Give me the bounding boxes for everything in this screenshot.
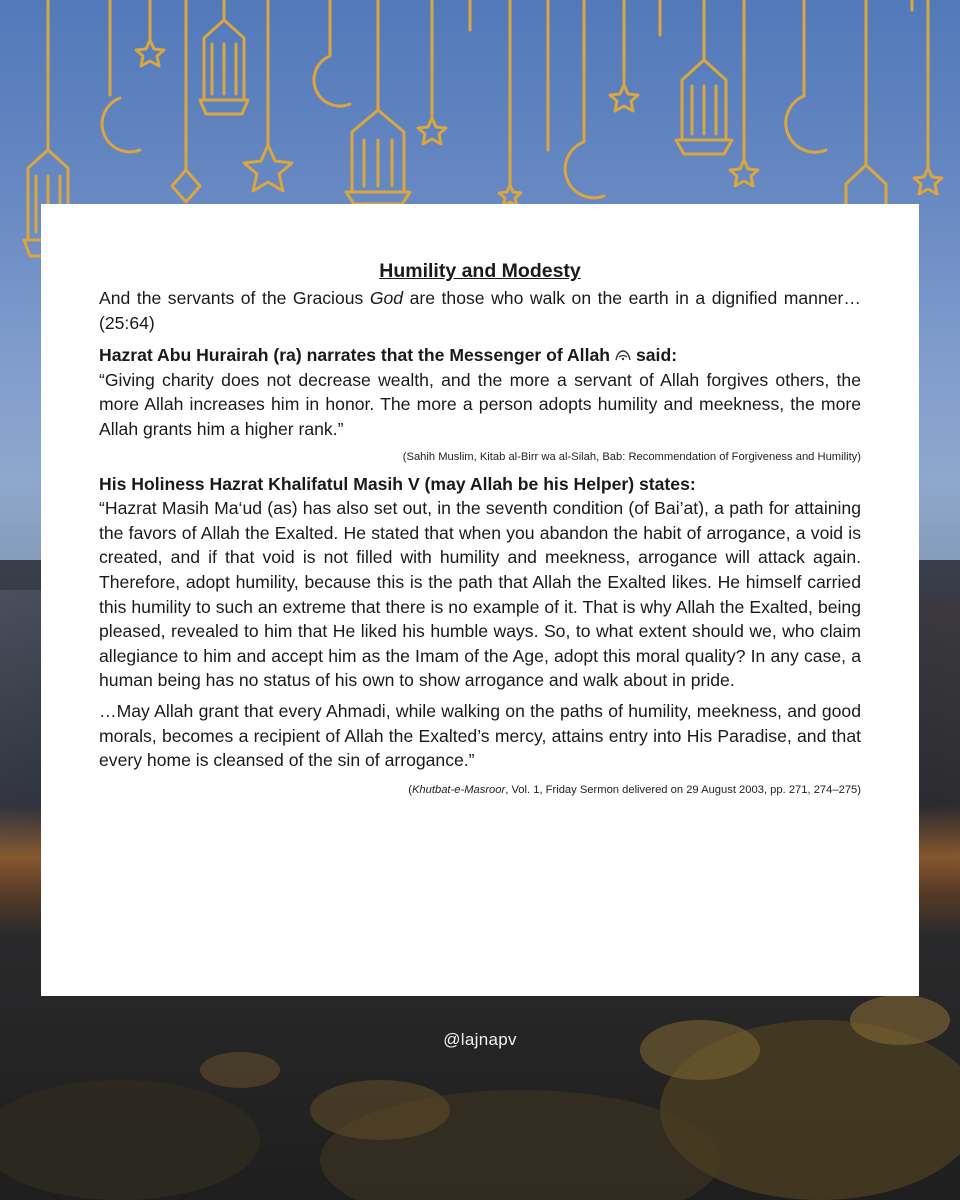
lantern-icon (676, 60, 732, 154)
crescent-moon-icon (314, 56, 350, 106)
lantern-icon (346, 110, 410, 204)
pbuh-calligraphy-icon (614, 348, 632, 362)
background-foliage (0, 960, 960, 1200)
verse-emphasis: God (369, 288, 404, 308)
sermon-ref-details: , Vol. 1, Friday Sermon delivered on 29 August 2003, pp. 271, 274–275) (505, 783, 861, 796)
crescent-moon-icon (786, 96, 826, 152)
khalifa-heading: His Holiness Hazrat Khalifatul Masih V (may Allah be his Helper) states: (99, 473, 696, 494)
verse-text-end: are those who walk on the earth in a dignified manner… (25:64) (99, 288, 861, 333)
star-icon (418, 118, 446, 144)
star-icon (610, 85, 638, 111)
star-icon (499, 185, 521, 206)
account-handle: @lajnapv (443, 1030, 517, 1049)
hadith-heading-said: said: (635, 345, 678, 366)
crescent-moon-icon (565, 142, 604, 198)
star-icon (244, 145, 292, 191)
khalifa-quote-part1: “Hazrat Masih Ma‘ud (as) has also set out, in the seventh condition (of Bai’at), a path for attaining the favors of Allah the Exalted. He stated that when you abandon the habit of arrogance, a void is created, and if that void is not filled with humility and meekness, arrogance will attack again. Therefore, adopt humility, because this is the path that Allah the Exalted likes. He himself carried this humility to such an extreme that there is no example of it. That is why Allah the Exalted, being pleased, revealed to him that He liked his humble ways. So, to what extent should we, who claim allegiance to him and accept him as the Imam of the Age, adopt this moral quality? In any case, a human being has no status of his own to show arrogance and walk about in pride. (99, 498, 861, 691)
star-icon (730, 160, 758, 186)
diamond-ornament-icon (172, 170, 200, 202)
star-icon (136, 40, 164, 66)
lantern-icon (846, 165, 886, 204)
crescent-moon-icon (102, 98, 140, 152)
verse-text-start: And the servants of the Gracious (99, 288, 370, 308)
sermon-ref-title: Khutbat-e-Masroor (411, 783, 506, 796)
lantern-icon (200, 20, 248, 114)
hadith-heading (99, 343, 861, 368)
hadith-heading-text: Hazrat Abu Hurairah (ra) narrates that the Messenger of Allah (99, 345, 610, 366)
hadith-text: “Giving charity does not decrease wealth, and the more a servant of Allah forgives others, the more Allah increases him in honor. The more a person adopts humility and meekness, the more Allah grants him a higher rank.” (99, 369, 861, 439)
star-icon (914, 168, 942, 194)
document-card (41, 204, 919, 996)
khalifa-quote-part2: …May Allah grant that every Ahmadi, while walking on the paths of humility, meekness, and good morals, becomes a recipient of Allah the Exalted’s mercy, attains entry into His Paradise, and that every home is cleansed of the sin of arrogance.” (99, 700, 861, 771)
document-title: Humility and Modesty (379, 260, 581, 282)
hadith-reference: (Sahih Muslim, Kitab al-Birr wa al-Silah, Bab: Recommendation of Forgiveness and Humility) (402, 450, 861, 463)
sermon-reference (99, 781, 861, 799)
sermon-ref-open: ( (408, 783, 412, 796)
quran-verse (99, 286, 861, 335)
